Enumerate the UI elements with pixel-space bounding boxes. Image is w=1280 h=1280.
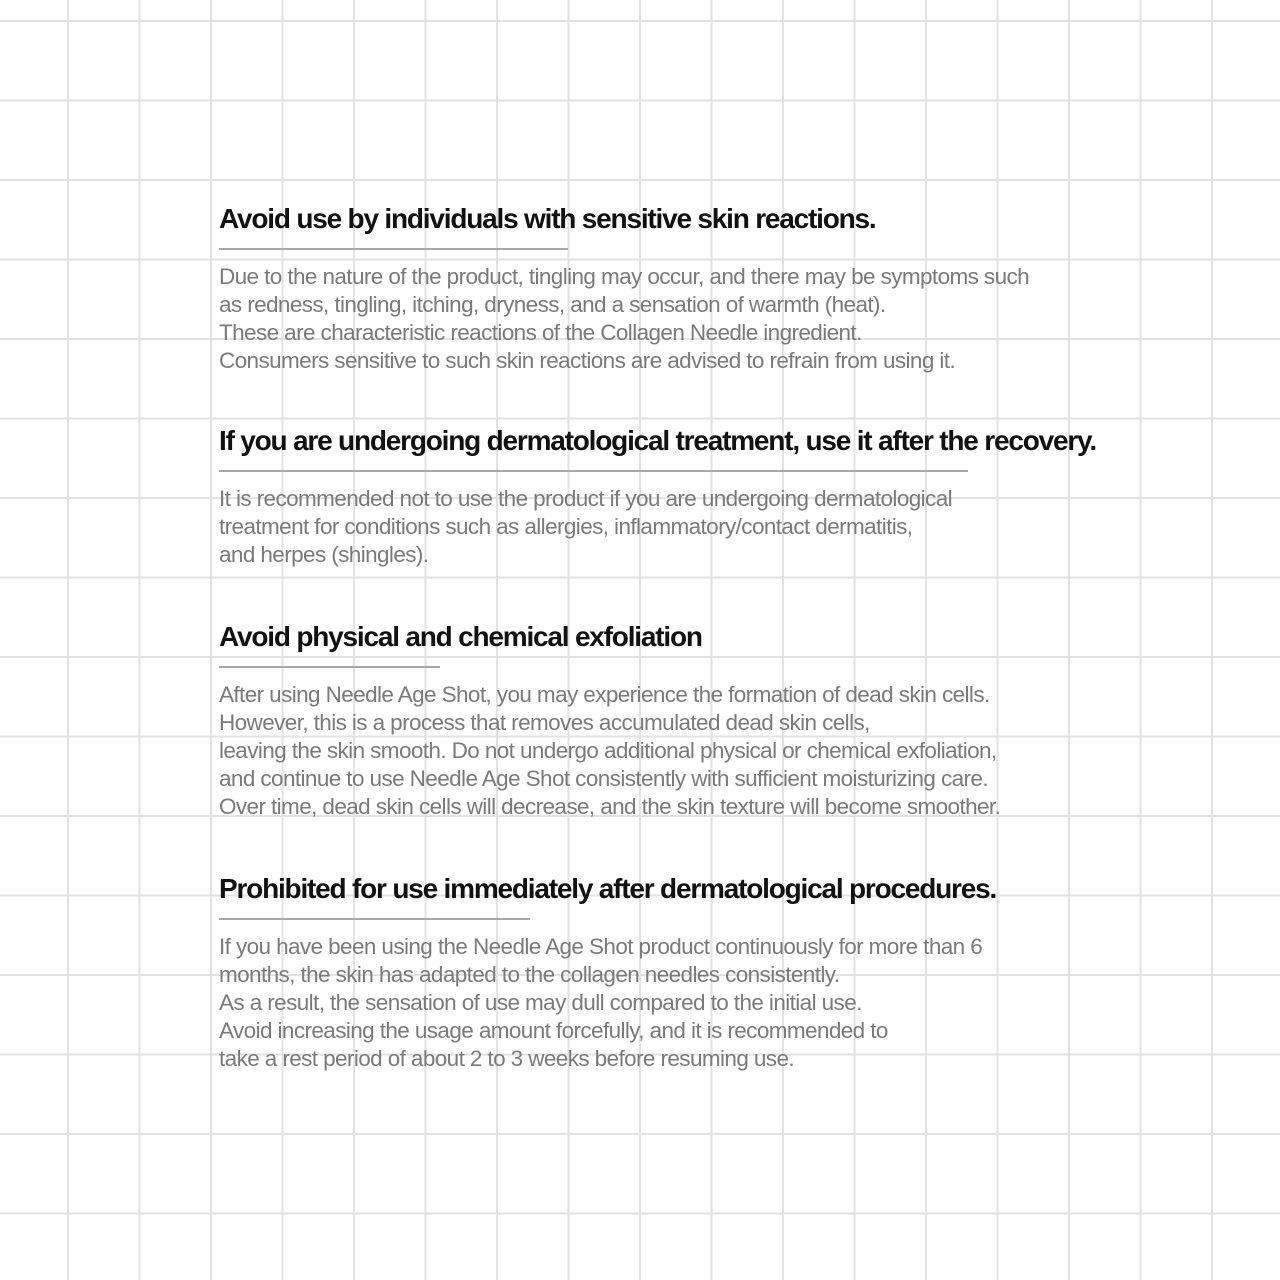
body-line: months, the skin has adapted to the collagen needles consistently. bbox=[219, 962, 840, 987]
body-line: Avoid increasing the usage amount forcefully, and it is recommended to bbox=[219, 1018, 888, 1043]
heading-divider bbox=[219, 918, 530, 920]
body-line: These are characteristic reactions of the Collagen Needle ingredient. bbox=[219, 320, 862, 345]
section-body bbox=[219, 681, 1219, 821]
section-heading: Avoid use by individuals with sensitive skin reactions. bbox=[219, 203, 876, 234]
heading-divider bbox=[219, 666, 440, 668]
body-line: Over time, dead skin cells will decrease, and the skin texture will become smoother. bbox=[219, 794, 1001, 819]
body-line: treatment for conditions such as allergies, inflammatory/contact dermatitis, bbox=[219, 514, 913, 539]
section-heading: Avoid physical and chemical exfoliation bbox=[219, 621, 702, 652]
body-line: If you have been using the Needle Age Shot product continuously for more than 6 bbox=[219, 934, 983, 959]
body-line: Consumers sensitive to such skin reactions are advised to refrain from using it. bbox=[219, 348, 956, 373]
section-exfoliation bbox=[219, 620, 1219, 821]
body-line: It is recommended not to use the product if you are undergoing dermatological bbox=[219, 486, 953, 511]
section-body bbox=[219, 933, 1219, 1073]
body-line: However, this is a process that removes accumulated dead skin cells, bbox=[219, 710, 870, 735]
heading-divider bbox=[219, 248, 568, 250]
section-dermatological-treatment bbox=[219, 424, 1219, 569]
section-sensitive-skin bbox=[219, 202, 1219, 375]
body-line: As a result, the sensation of use may dull compared to the initial use. bbox=[219, 990, 862, 1015]
body-line: take a rest period of about 2 to 3 weeks before resuming use. bbox=[219, 1046, 795, 1071]
body-line: After using Needle Age Shot, you may experience the formation of dead skin cells. bbox=[219, 682, 990, 707]
section-body bbox=[219, 485, 1219, 569]
body-line: and herpes (shingles). bbox=[219, 542, 429, 567]
body-line: leaving the skin smooth. Do not undergo additional physical or chemical exfoliation, bbox=[219, 738, 997, 763]
heading-divider bbox=[219, 470, 968, 472]
section-procedures bbox=[219, 872, 1219, 1073]
body-line: and continue to use Needle Age Shot consistently with sufficient moisturizing care. bbox=[219, 766, 989, 791]
section-body bbox=[219, 263, 1219, 375]
body-line: as redness, tingling, itching, dryness, and a sensation of warmth (heat). bbox=[219, 292, 886, 317]
section-heading: Prohibited for use immediately after dermatological procedures. bbox=[219, 873, 997, 904]
section-heading: If you are undergoing dermatological treatment, use it after the recovery. bbox=[219, 425, 1096, 456]
body-line: Due to the nature of the product, tingling may occur, and there may be symptoms such bbox=[219, 264, 1030, 289]
